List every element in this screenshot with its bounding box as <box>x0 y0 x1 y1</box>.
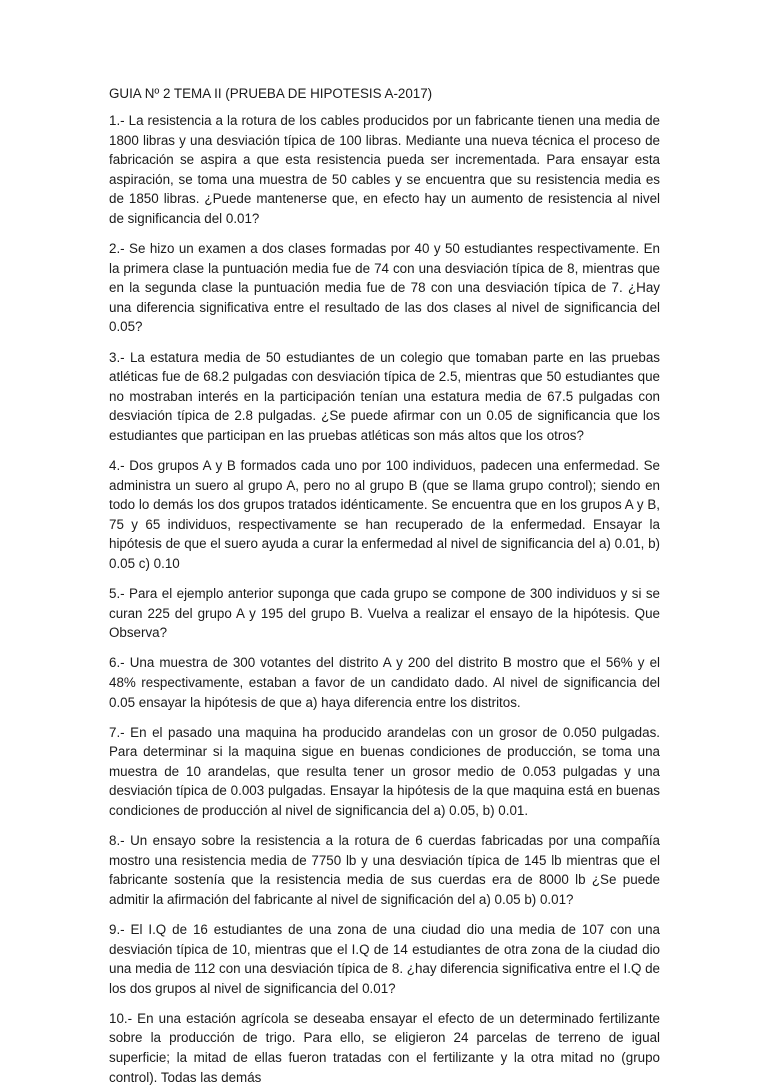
question-1: 1.- La resistencia a la rotura de los cables producidos por un fabricante tienen una media de 1800 libras y una desviación típica de 100 libras. Mediante una nueva técnica el proceso de fabricación se aspira a que esta resistencia pueda ser incrementada. Para ensayar esta aspiración, se toma una muestra de 50 cables y se encuentra que su resistencia media es de 1850 libras. ¿Puede mantenerse que, en efecto hay un aumento de resistencia al nivel de significancia del 0.01? <box>109 113 660 226</box>
question-2: 2.- Se hizo un examen a dos clases formadas por 40 y 50 estudiantes respectivamente. En la primera clase la puntuación media fue de 74 con una desviación típica de 8, mientras que en la segunda clase la puntuación media fue de 78 con una desviación típica de 7. ¿Hay una diferencia significativa entre el resultado de las dos clases al nivel de significancia del 0.05? <box>109 241 660 335</box>
question-9: 9.- El I.Q de 16 estudiantes de una zona de una ciudad dio una media de 107 con una desviación típica de 10, mientras que el I.Q de 14 estudiantes de otra zona de la ciudad dio una media de 112 con una desviación típica de 8. ¿hay diferencia significativa entre el I.Q de los dos grupos al nivel de significancia del 0.01? <box>109 921 660 996</box>
question-10: 10.- En una estación agrícola se deseaba ensayar el efecto de un determinado fertilizante sobre la producción de trigo. Para ello, se eligieron 24 parcelas de terreno de igual superficie; la mitad de ellas fueron tratadas con el fertilizante y la otra mitad no (grupo control). Todas las demás <box>109 1010 660 1085</box>
question-3: 3.- La estatura media de 50 estudiantes de un colegio que tomaban parte en las pruebas atléticas fue de 68.2 pulgadas con desviación típica de 2.5, mientras que 50 estudiantes que no mostraban interés en la participación tenían una estatura media de 67.5 pulgadas con desviación típica de 2.8 pulgadas. ¿Se puede afirmar con un 0.05 de significancia que los estudiantes que participan en las pruebas atléticas son más altos que los otros? <box>109 349 660 443</box>
question-8: 8.- Un ensayo sobre la resistencia a la rotura de 6 cuerdas fabricadas por una compañía mostro una resistencia media de 7750 lb y una desviación típica de 145 lb mientras que el fabricante sostenía que la resistencia media de sus cuerdas era de 8000 lb ¿Se puede admitir la afirmación del fabricante al nivel de significación del a) 0.05 b) 0.01? <box>109 833 660 907</box>
question-5: 5.- Para el ejemplo anterior suponga que cada grupo se compone de 300 individuos y si se curan 225 del grupo A y 195 del grupo B. Vuelva a realizar el ensayo de la hipótesis. Que Observa? <box>109 586 660 641</box>
document-title: GUIA Nº 2 TEMA II (PRUEBA DE HIPOTESIS A-2017) <box>109 86 433 101</box>
question-4: 4.- Dos grupos A y B formados cada uno por 100 individuos, padecen una enfermedad. Se administra un suero al grupo A, pero no al grupo B (que se llama grupo control); siendo en todo lo demás los dos grupos tratados idénticamente. Se encuentra que en los grupos A y B, 75 y 65 individuos, respectivamente se han recuperado de la enfermedad. Ensayar la hipótesis de que el suero ayuda a curar la enfermedad al nivel de significancia del a) 0.01, b) 0.05 c) 0.10 <box>109 458 660 571</box>
question-6: 6.- Una muestra de 300 votantes del distrito A y 200 del distrito B mostro que el 56% y el 48% respectivamente, estaban a favor de un candidato dado. Al nivel de significancia del 0.05 ensayar la hipótesis de que a) haya diferencia entre los distritos. <box>109 655 660 710</box>
question-7: 7.- En el pasado una maquina ha producido arandelas con un grosor de 0.050 pulgadas. Para determinar si la maquina sigue en buenas condiciones de producción, se toma una muestra de 10 arandelas, que resulta tener un grosor medio de 0.053 pulgadas y una desviación típica de 0.003 pulgadas. Ensayar la hipótesis de la que maquina está en buenas condiciones de producción al nivel de significancia del a) 0.05, b) 0.01. <box>109 724 660 818</box>
